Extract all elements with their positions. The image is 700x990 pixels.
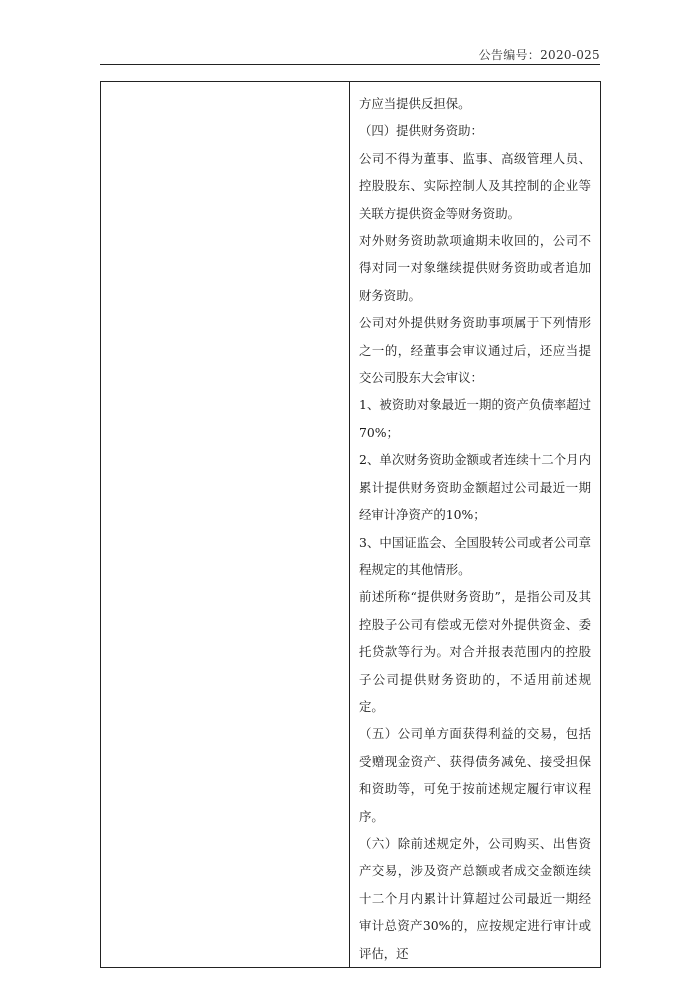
table-row: [101, 82, 601, 968]
paragraph-counter-guarantee: 方应当提供反担保。: [359, 96, 471, 111]
paragraph-item-1: 1、被资助对象最近一期的资产负债率超过70%；: [359, 397, 591, 440]
left-cell-text: [101, 82, 349, 90]
right-cell-content: [350, 82, 600, 967]
paragraph-section-6: （六）除前述规定外，公司购买、出售资产交易，涉及资产总额或者成交金额连续十二个月内累计计算超过公司最近一期经审计总资产30%的，应按规定进行审计或评估，还: [359, 835, 591, 961]
paragraph-overdue-assistance: 对外财务资助款项逾期未收回的，公司不得对同一对象继续提供财务资助或者追加财务资助。: [359, 233, 591, 303]
paragraph-related-party-restriction: 公司不得为董事、监事、高级管理人员、控股股东、实际控制人及其控制的企业等关联方提供资金等财务资助。: [359, 150, 591, 221]
paragraph-section-4-heading: （四）提供财务资助：: [359, 123, 483, 139]
regulation-table: [100, 81, 601, 968]
paragraph-definition: 前述所称“提供财务资助”，是指公司及其控股子公司有偿或无偿对外提供资金、委托贷款等行为。对合并报表范围内的控股子公司提供财务资助的，不适用前述规定。: [359, 589, 591, 714]
right-cell: [350, 82, 601, 968]
paragraph-shareholder-approval: 公司对外提供财务资助事项属于下列情形之一的，经董事会审议通过后，还应当提交公司股东大会审议：: [359, 315, 591, 386]
announcement-number: 公告编号：2020-025: [478, 48, 600, 62]
header-divider: [100, 64, 600, 65]
paragraph-item-2: 2、单次财务资助金额或者连续十二个月内累计提供财务资助金额超过公司最近一期经审计净资产的10%；: [359, 452, 591, 523]
paragraph-item-3: 3、中国证监会、全国股转公司或者公司章程规定的其他情形。: [359, 534, 591, 577]
left-cell: [101, 82, 350, 968]
paragraph-section-5: （五）公司单方面获得利益的交易，包括受赠现金资产、获得债务减免、接受担保和资助等，可免于按前述规定履行审议程序。: [359, 726, 591, 824]
